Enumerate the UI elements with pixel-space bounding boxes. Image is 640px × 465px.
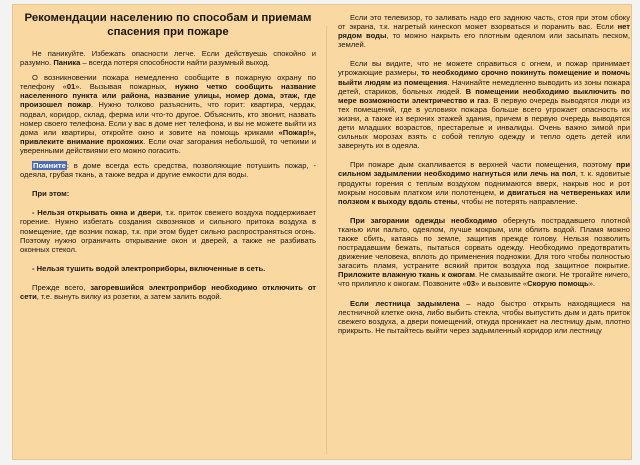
paragraph-smoky-staircase: Если лестница задымлена – надо быстро открыть находящиеся на лестничной клетке окна, либо выбить стекла, чтобы выпустить дым и дать приток свежего воздуха, а двери помещений, откуда проникает на лестницу дым, плотно прикрыть. Не пытайтесь выйти через задымленный коридор или лестницу: [338, 298, 630, 335]
paragraph-call-fire-service: О возникновении пожара немедленно сообщите в пожарную охрану по телефону «01». Вызывая пожарных, нужно четко сообщить название населенного пункта или района, название улицы, номер дома, этаж, где произошел пожар. Нужно толково разъяснить, что горит: квартира, чердак, подвал, коридор, склад, ферма или что-то другое. Объяснить, кто звонит, назвать номер своего телефона. Если у вас в доме нет телефона, и вы не можете выйти из дома или квартиры, откройте окно и зовите на помощь криками «Пожар!», привлеките внимание прохожих. Если очаг загорания небольшой, то четкими и уверенными действиями его можно погасить.: [20, 73, 316, 155]
paragraph-television: Если это телевизор, то заливать надо его заднюю часть, стоя при этом сбоку от экрана, т.к. нагретый кинескоп может взорваться и поранить вас. Если нет рядом воды, то можно накрыть его плотным одеялом или засыпать песком, землей.: [338, 13, 630, 50]
paragraph-burning-clothes: При загорании одежды необходимо обернуть пострадавшего плотной тканью или пальто, одеялом, лучше мокрым, или облить водой. Пламя можно также сбить, катаясь по земле, защитив прежде голову. Нельзя позволить пострадавшим бежать, пытаться сорвать одежду. Необходимо предотвратить движение человека, вплоть до применения подножки. Для того чтобы полностью загасить пламя, устраните всякий приток воздуха под защитное покрытие. Приложите влажную ткань к ожогам. Не смазывайте ожоги. Не трогайте ничего, что прилипло к ожогам. Позвоните «03» и вызовите «Скорую помощь».: [338, 215, 630, 289]
left-column: [20, 4, 316, 460]
right-column: [338, 4, 630, 460]
column-divider: [326, 26, 327, 454]
remember-highlight: Помните: [33, 161, 66, 171]
paragraph-remember: Помните: в доме всегда есть средства, позволяющие потушить пожар, - одеяла, грубая ткань, а также ведра и другие емкости для воды.: [20, 161, 316, 180]
paragraph-evacuation: Если вы видите, что не можете справиться с огнем, и пожар принимает угрожающие размеры, то необходимо срочно покинуть помещение и помочь выйти людям из помещения. Начинайте немедленно выводить из зоны пожара детей, стариков, больных людей. В помещении необходимо выключить по мере возможности электричество и газ. В первую очередь выводятся люди из тех помещений, где в условиях пожара больше всего угрожает опасность их жизни, а также из верхних этажей здания, причем в первую очередь выводятся дети младших возрастов, престарелые и инвалиды. Очень важно зимой при сильных морозах взять с собой теплую одежду и тепло одеть детей или завернуть их в одеяла.: [338, 59, 630, 151]
paragraph-no-water-on-appliances: - Нельзя тушить водой электроприборы, включенные в сеть.: [32, 263, 266, 273]
paragraph-smoke: При пожаре дым скапливается в верхней части помещения, поэтому при сильном задымлении необходимо нагнуться или лечь на пол, т. к. ядовитые продукты горения с теплым воздухом поднимаются вверх, накрыв нос и рот мокрым носовым платком или полотенцем, и двигаться на четвереньках или ползком к выходу вдоль стены, чтобы не потерять направление.: [338, 160, 630, 206]
leaflet-page: [12, 4, 632, 460]
paragraph-unplug-appliance: Прежде всего, загоревшийся электроприбор необходимо отключить от сети, т.е. вынуть вилку из розетки, а затем залить водой.: [20, 282, 316, 301]
paragraph-no-panic: Не паникуйте. Избежать опасности легче. Если действуешь спокойно и разумно. Паника – всегда потеря способности найти разумный выход.: [20, 49, 316, 68]
subheading-at-this: При этом:: [32, 189, 70, 199]
paragraph-do-not-open-windows: - Нельзя открывать окна и двери, т.к. приток свежего воздуха поддерживает горение. Нужно избегать создания сквозняков и сильного притока воздуха в помещение, где возник пожар, т.к. при этом будет сильно распространяться огонь. Поэтому нужно ограничить открывание окон и дверей, а также не разбивать оконных стекол.: [20, 208, 316, 254]
page-title: Рекомендации населению по способам и приемам спасения при пожаре: [24, 12, 312, 38]
